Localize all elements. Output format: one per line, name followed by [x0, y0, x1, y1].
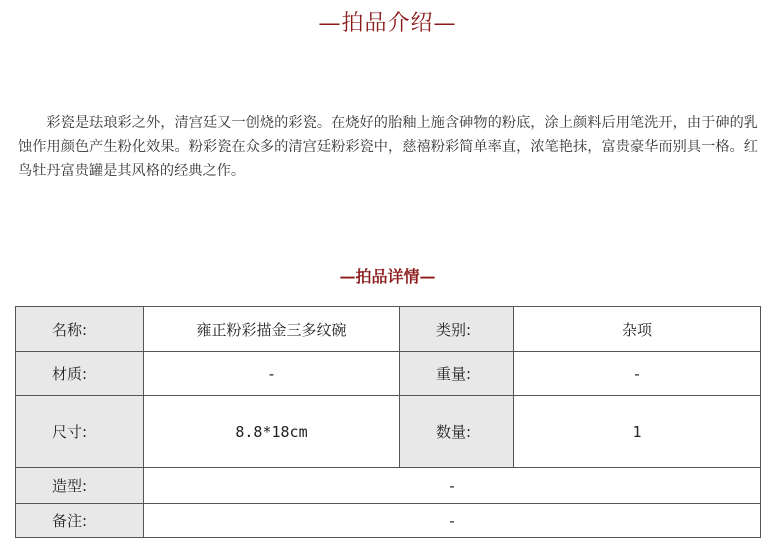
material-value: - — [144, 352, 400, 396]
intro-paragraph: 彩瓷是珐琅彩之外，清宫廷又一创烧的彩瓷。在烧好的胎釉上施含砷物的粉底，涂上颜料后用笔洗开，由于砷的乳蚀作用颜色产生粉化效果。粉彩瓷在众多的清宫廷粉彩瓷中，慈禧粉彩简单率直，浓笔艳抹，富贵豪华而别具一格。红鸟牡丹富贵罐是其风格的经典之作。 — [18, 115, 758, 179]
size-value: 8.8*18cm — [144, 396, 400, 468]
remark-value: - — [144, 504, 761, 538]
weight-label: 重量: — [400, 352, 514, 396]
category-label: 类别: — [400, 307, 514, 352]
table-row — [16, 504, 761, 538]
table-row — [16, 352, 761, 396]
table-row — [16, 396, 761, 468]
remark-label: 备注: — [16, 504, 144, 538]
quantity-label: 数量: — [400, 396, 514, 468]
shape-value: - — [144, 468, 761, 504]
name-label: 名称: — [16, 307, 144, 352]
size-label: 尺寸: — [16, 396, 144, 468]
table-row — [16, 468, 761, 504]
name-value: 雍正粉彩描金三多纹碗 — [144, 307, 400, 352]
details-table — [15, 306, 761, 538]
category-value: 杂项 — [514, 307, 761, 352]
section-title: —拍品详情— — [339, 267, 436, 286]
table-row — [16, 307, 761, 352]
page-title: —拍品介绍— — [318, 11, 457, 36]
shape-label: 造型: — [16, 468, 144, 504]
quantity-value: 1 — [514, 396, 761, 468]
weight-value: - — [514, 352, 761, 396]
material-label: 材质: — [16, 352, 144, 396]
